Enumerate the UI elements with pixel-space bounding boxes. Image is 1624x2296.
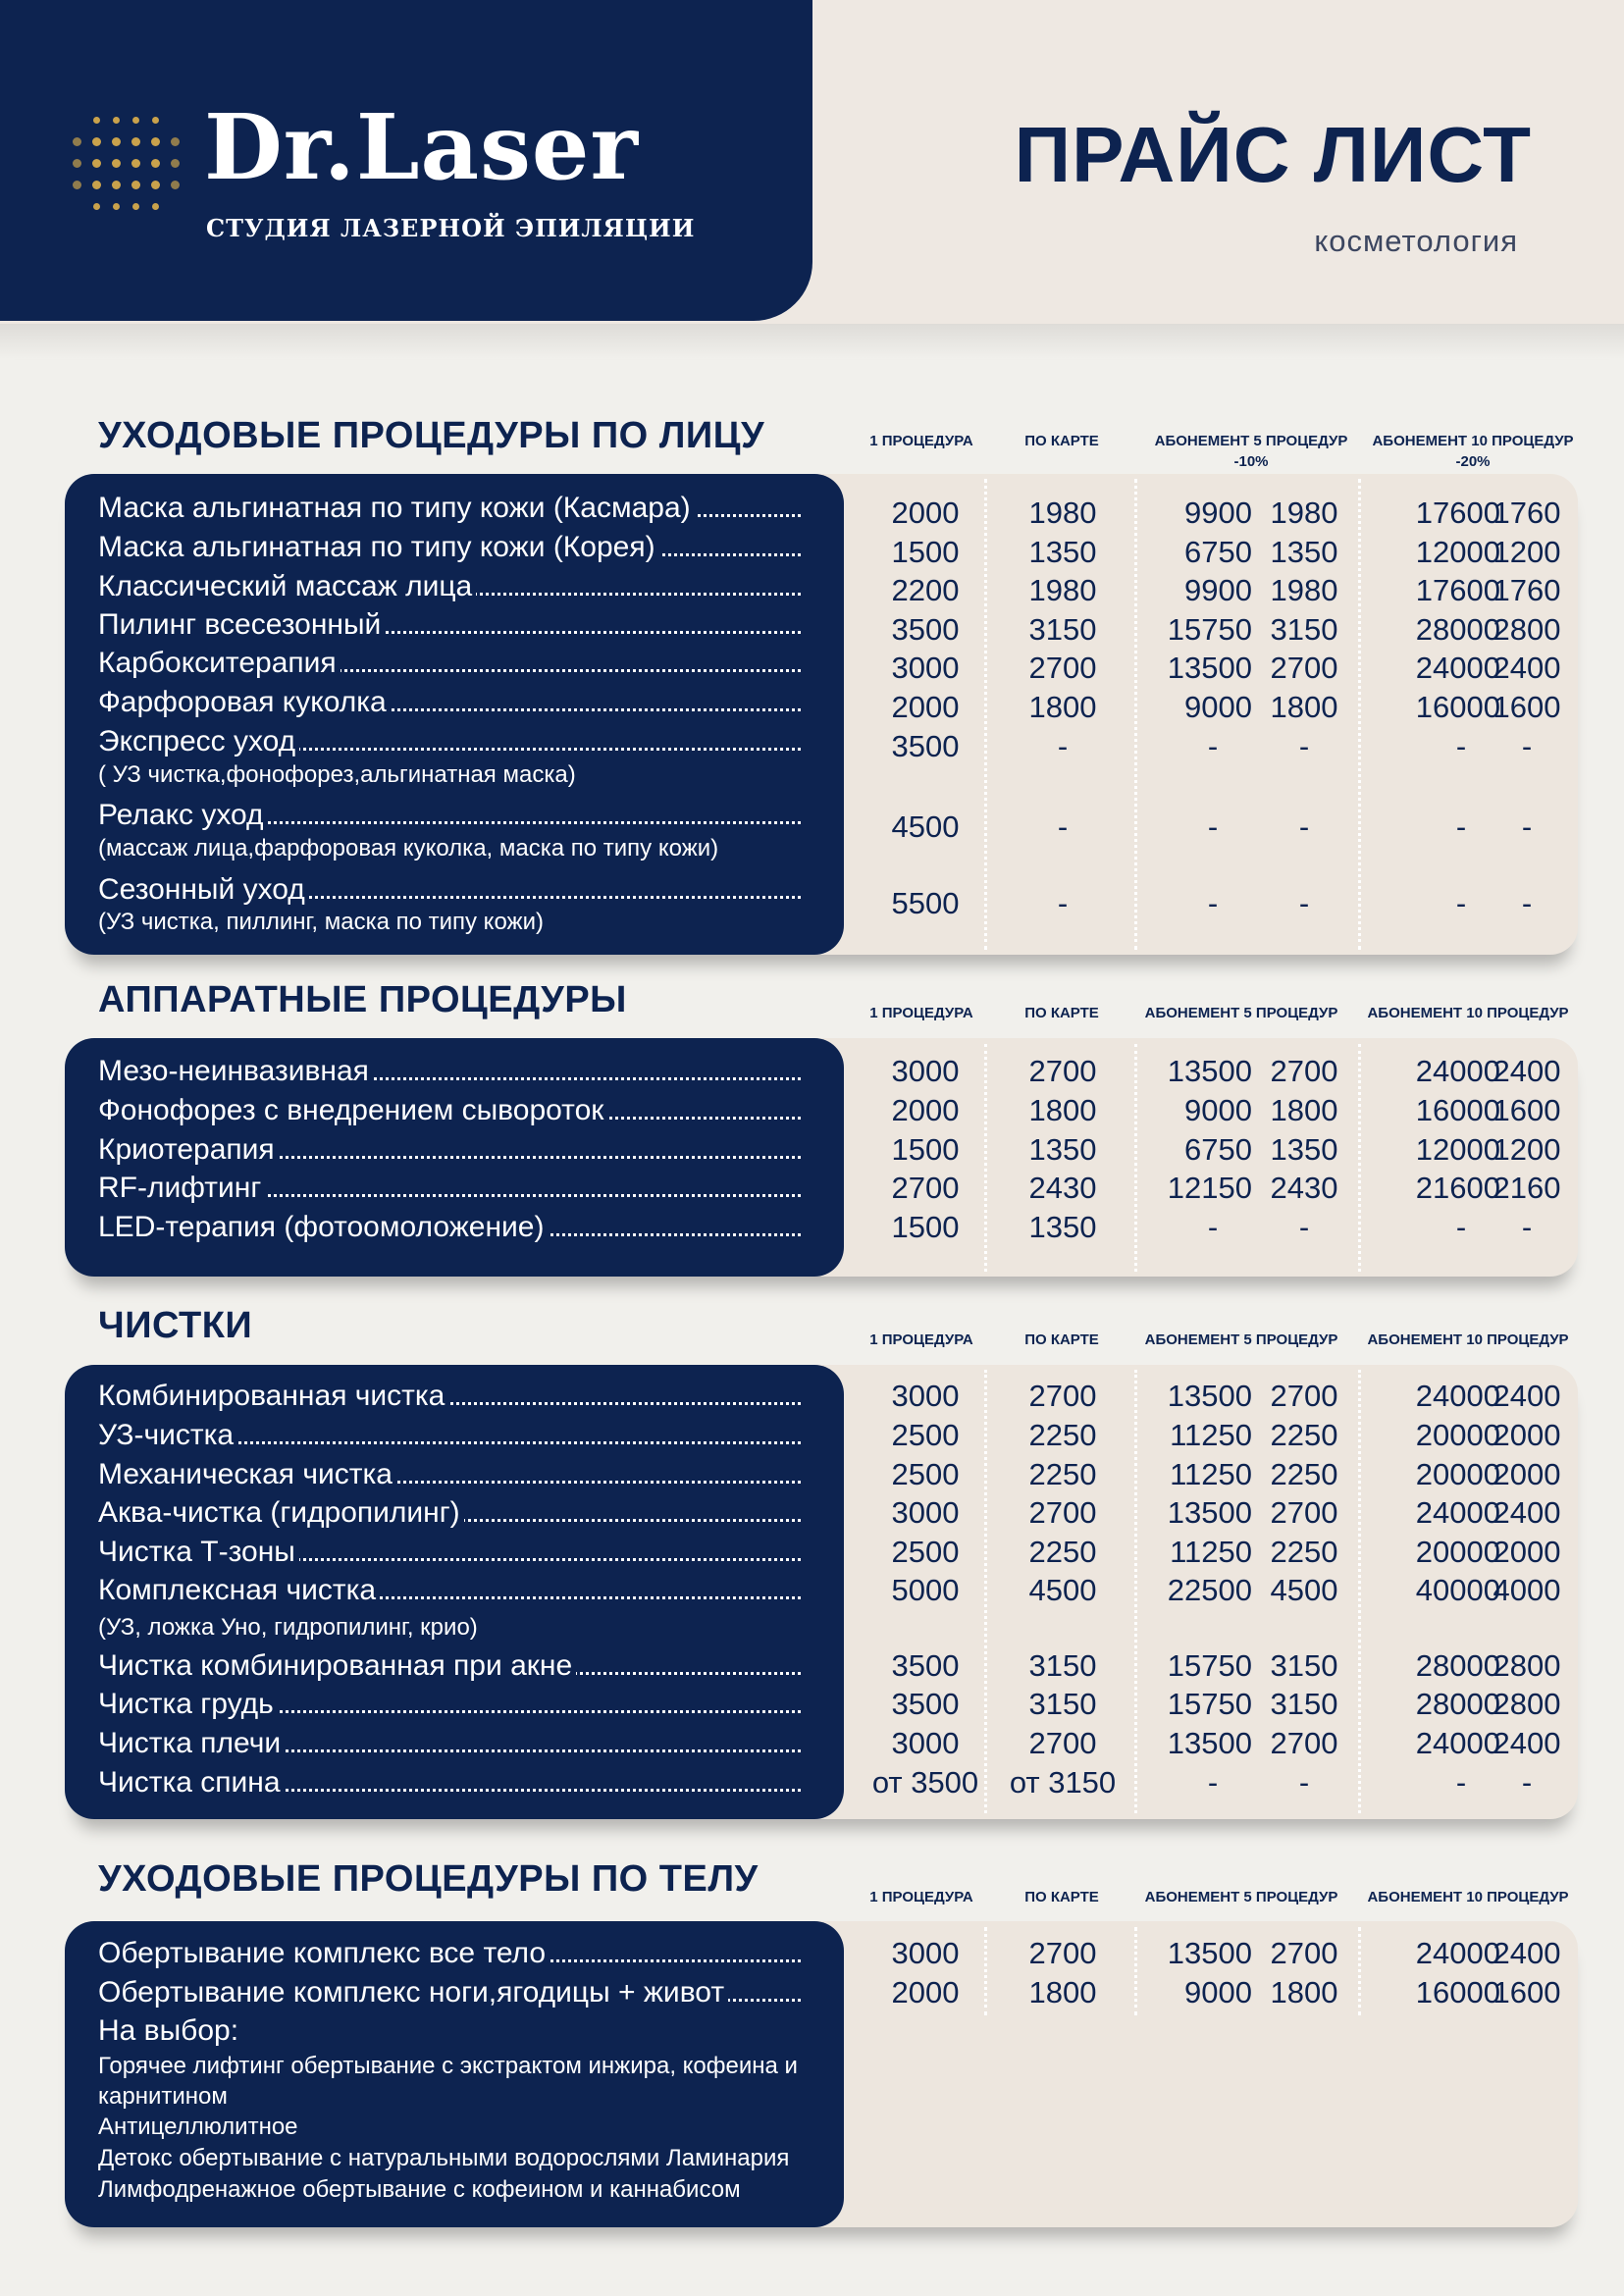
price-value: от 3150 (1009, 1765, 1117, 1800)
price-value: 1980 (1270, 496, 1338, 530)
logo-dot (73, 159, 81, 168)
logo-dot (93, 203, 100, 210)
logo-dot (93, 117, 100, 124)
price-value: 2700 (1270, 1379, 1338, 1413)
col-head-card: ПО КАРТЕ (1024, 1331, 1099, 1348)
price-row-label: Обертывание комплекс ноги,ягодицы + живот (98, 1976, 728, 2009)
price-row-note: (массаж лица,фарфоровая куколка, маска по типу кожи) (98, 835, 719, 861)
price-row-name (98, 1726, 801, 1761)
price-value: 24000 (1415, 1726, 1500, 1760)
price-row-label: RF-лифтинг (98, 1172, 265, 1204)
price-value: - (1057, 886, 1069, 920)
price-value: 1980 (1028, 496, 1097, 530)
logo-dot (73, 137, 81, 146)
price-value: 1500 (891, 1132, 960, 1167)
price-row-note: (УЗ чистка, пиллинг, маска по типу кожи) (98, 909, 544, 935)
price-row-label: Фонофорез с внедрением сывороток (98, 1094, 607, 1126)
price-value: 1600 (1493, 690, 1561, 724)
price-value: 3500 (891, 1687, 960, 1721)
col-head-single: 1 ПРОЦЕДУРА (869, 1005, 973, 1021)
logo-subtitle: СТУДИЯ ЛАЗЕРНОЙ ЭПИЛЯЦИИ (206, 214, 696, 242)
logo-dot (171, 159, 180, 168)
col-head-sub5-note: -10% (1233, 453, 1269, 470)
logo-dot (92, 137, 101, 146)
price-value: 3500 (891, 612, 960, 647)
price-row-label: Экспресс уход (98, 725, 299, 757)
price-row-name (98, 607, 801, 643)
price-value: - (1521, 886, 1533, 920)
price-row-name (98, 1573, 801, 1608)
logo-dot (113, 117, 120, 124)
choice-item: Горячее лифтинг обертывание с экстрактом инжира, кофеина и (98, 2053, 798, 2079)
price-row-name (98, 872, 801, 908)
price-row-label: Аква-чистка (гидропилинг) (98, 1496, 464, 1529)
price-value: - (1207, 809, 1219, 844)
price-value: 20000 (1415, 1418, 1500, 1452)
price-value: 2250 (1028, 1418, 1097, 1452)
price-value: 17600 (1415, 573, 1500, 607)
price-value: 2250 (1270, 1418, 1338, 1452)
price-value: 13500 (1167, 1495, 1252, 1530)
logo-dot (112, 181, 121, 189)
price-value: - (1455, 1765, 1467, 1800)
price-value: 1980 (1270, 573, 1338, 607)
price-row-label: Карбокситерапия (98, 647, 341, 679)
price-row-name (98, 1171, 801, 1206)
price-value: 11250 (1170, 1535, 1252, 1569)
price-value: 13500 (1167, 1379, 1252, 1413)
price-row-label: Пилинг всесезонный (98, 608, 385, 641)
price-value: 13500 (1167, 1936, 1252, 1970)
price-row-label: LED-терапия (фотоомоложение) (98, 1211, 548, 1243)
price-row-name (98, 1648, 801, 1684)
section-title-cleansing: ЧИСТКИ (98, 1305, 253, 1346)
price-value: 2700 (891, 1171, 960, 1205)
price-value: 1350 (1028, 1132, 1097, 1167)
logo-dot (171, 181, 180, 189)
price-value: - (1207, 886, 1219, 920)
price-value: 2430 (1028, 1171, 1097, 1205)
price-value: 5000 (891, 1573, 960, 1607)
price-value: 20000 (1415, 1457, 1500, 1491)
logo-dot (131, 181, 140, 189)
price-value: 2700 (1270, 1936, 1338, 1970)
logo-dot (151, 159, 160, 168)
page-title: ПРАЙС ЛИСТ (1014, 111, 1532, 198)
price-value: 9000 (1184, 1093, 1252, 1127)
price-row-name (98, 646, 801, 681)
price-value: 3500 (891, 1648, 960, 1683)
page-subtitle: косметология (1314, 224, 1518, 258)
choice-item: Лимфодренажное обертывание с кофеином и каннабисом (98, 2176, 741, 2203)
price-value: 1500 (891, 1210, 960, 1244)
price-value: 40000 (1415, 1573, 1500, 1607)
price-value: 1200 (1493, 535, 1561, 569)
price-value: 28000 (1415, 1648, 1500, 1683)
price-value: 1350 (1028, 535, 1097, 569)
price-row-name (98, 685, 801, 720)
price-value: 24000 (1415, 1936, 1500, 1970)
price-row-name (98, 1132, 801, 1168)
logo-name: Dr.Laser (204, 94, 639, 200)
col-head-card: ПО КАРТЕ (1024, 1005, 1099, 1021)
price-row-label: Обертывание комплекс все тело (98, 1937, 550, 1969)
price-value: 1350 (1270, 535, 1338, 569)
price-value: 9900 (1184, 573, 1252, 607)
col-head-sub5: АБОНЕМЕНТ 5 ПРОЦЕДУР (1144, 1889, 1338, 1905)
price-value: 20000 (1415, 1535, 1500, 1569)
price-value: 2700 (1270, 1726, 1338, 1760)
price-value: - (1521, 1765, 1533, 1800)
logo-dot (151, 137, 160, 146)
logo-dot (73, 181, 81, 189)
choice-label: На выбор: (98, 2013, 801, 2049)
col-head-sub10: АБОНЕМЕНТ 10 ПРОЦЕДУР (1367, 1331, 1569, 1348)
price-value: - (1057, 809, 1069, 844)
price-value: 2250 (1270, 1457, 1338, 1491)
price-value: 2700 (1028, 1936, 1097, 1970)
price-value: - (1521, 1210, 1533, 1244)
price-value: 2000 (891, 690, 960, 724)
price-value: 15750 (1167, 1687, 1252, 1721)
price-value: 9000 (1184, 1975, 1252, 2009)
price-value: 2200 (891, 573, 960, 607)
logo-dot (131, 159, 140, 168)
price-value: 2400 (1493, 1379, 1561, 1413)
price-row-label: Классический массаж лица (98, 570, 476, 602)
price-value: 24000 (1415, 1379, 1500, 1413)
price-value: 2700 (1028, 1054, 1097, 1088)
price-value: 11250 (1170, 1457, 1252, 1491)
price-value: - (1298, 729, 1310, 763)
price-value: 2700 (1028, 1379, 1097, 1413)
price-value: 2000 (891, 496, 960, 530)
price-row-name (98, 1093, 801, 1128)
price-value: 12150 (1167, 1171, 1252, 1205)
price-value: 3150 (1270, 1648, 1338, 1683)
price-value: 2430 (1270, 1171, 1338, 1205)
price-value: 2000 (1493, 1418, 1561, 1452)
price-row-name (98, 1975, 801, 2010)
price-row-label: Чистка плечи (98, 1727, 285, 1759)
price-row-label: Чистка спина (98, 1766, 285, 1799)
price-value: 1800 (1270, 1975, 1338, 2009)
logo-dots-icon (73, 116, 190, 234)
price-value: 2250 (1028, 1457, 1097, 1491)
price-row-name (98, 1687, 801, 1722)
price-row-name (98, 1535, 801, 1570)
price-row-name (98, 1054, 801, 1089)
price-value: 3000 (891, 1054, 960, 1088)
price-value: 2160 (1493, 1171, 1561, 1205)
price-row-name (98, 569, 801, 604)
price-value: 1980 (1028, 573, 1097, 607)
price-value: 2000 (1493, 1535, 1561, 1569)
col-head-sub10: АБОНЕМЕНТ 10 ПРОЦЕДУР (1367, 1005, 1569, 1021)
price-value: - (1521, 729, 1533, 763)
price-value: 3000 (891, 651, 960, 685)
price-value: 2000 (1493, 1457, 1561, 1491)
price-value: 2500 (891, 1418, 960, 1452)
price-value: 4000 (1493, 1573, 1561, 1607)
price-value: 2400 (1493, 651, 1561, 685)
logo-dot (132, 203, 139, 210)
price-value: 2400 (1493, 1936, 1561, 1970)
price-value: 3000 (891, 1936, 960, 1970)
price-value: 1800 (1270, 1093, 1338, 1127)
price-value: - (1298, 1765, 1310, 1800)
price-value: 28000 (1415, 612, 1500, 647)
price-value: 13500 (1167, 1726, 1252, 1760)
price-row-name (98, 1210, 801, 1245)
price-value: 1500 (891, 535, 960, 569)
price-value: 3150 (1270, 612, 1338, 647)
price-value: 1800 (1270, 690, 1338, 724)
logo-block (0, 0, 812, 321)
price-value: 1600 (1493, 1975, 1561, 2009)
price-value: 1350 (1028, 1210, 1097, 1244)
price-value: 3150 (1270, 1687, 1338, 1721)
price-value: 2800 (1493, 1648, 1561, 1683)
price-value: 16000 (1415, 1093, 1500, 1127)
price-row-name (98, 1379, 801, 1414)
price-value: 4500 (1028, 1573, 1097, 1607)
price-value: 2700 (1028, 1726, 1097, 1760)
price-row-label: Механическая чистка (98, 1458, 396, 1490)
price-row-name (98, 724, 801, 759)
price-value: 2250 (1028, 1535, 1097, 1569)
price-row-note: ( УЗ чистка,фонофорез,альгинатная маска) (98, 761, 576, 788)
price-value: 3000 (891, 1726, 960, 1760)
price-value: 3150 (1028, 1687, 1097, 1721)
price-value: 2700 (1028, 1495, 1097, 1530)
col-head-sub10: АБОНЕМЕНТ 10 ПРОЦЕДУР (1372, 433, 1574, 449)
price-row-name (98, 798, 801, 833)
price-row-name (98, 1936, 801, 1971)
price-value: 3000 (891, 1495, 960, 1530)
price-row-name (98, 1495, 801, 1531)
price-row-name (98, 1457, 801, 1492)
price-value: 13500 (1167, 1054, 1252, 1088)
price-row-label: Чистка комбинированная при акне (98, 1649, 576, 1682)
price-value: 2700 (1270, 1054, 1338, 1088)
price-value: - (1057, 729, 1069, 763)
price-value: 2500 (891, 1457, 960, 1491)
price-value: 3000 (891, 1379, 960, 1413)
price-value: - (1207, 1765, 1219, 1800)
price-value: 2400 (1493, 1054, 1561, 1088)
price-value: 2400 (1493, 1726, 1561, 1760)
col-head-card: ПО КАРТЕ (1024, 433, 1099, 449)
price-value: - (1207, 1210, 1219, 1244)
logo-dot (112, 137, 121, 146)
logo-dot (92, 181, 101, 189)
price-row-label: Фарфоровая куколка (98, 686, 391, 718)
price-value: 16000 (1415, 1975, 1500, 2009)
price-value: - (1455, 886, 1467, 920)
price-value: от 3500 (871, 1765, 979, 1800)
col-head-sub10: АБОНЕМЕНТ 10 ПРОЦЕДУР (1367, 1889, 1569, 1905)
logo-dot (112, 159, 121, 168)
logo-dot (113, 203, 120, 210)
price-value: - (1207, 729, 1219, 763)
logo-dot (171, 137, 180, 146)
price-value: 1600 (1493, 1093, 1561, 1127)
price-value: 2700 (1028, 651, 1097, 685)
price-value: 2800 (1493, 612, 1561, 647)
section-title-body-care: УХОДОВЫЕ ПРОЦЕДУРЫ ПО ТЕЛУ (98, 1858, 759, 1900)
price-row-label: Криотерапия (98, 1133, 279, 1166)
logo-dot (131, 137, 140, 146)
price-value: - (1455, 809, 1467, 844)
price-row-label: Релакс уход (98, 799, 268, 831)
choice-item: карнитином (98, 2083, 228, 2110)
price-value: 11250 (1170, 1418, 1252, 1452)
price-value: 9000 (1184, 690, 1252, 724)
price-value: 15750 (1167, 1648, 1252, 1683)
col-head-single: 1 ПРОЦЕДУРА (869, 433, 973, 449)
price-value: 22500 (1167, 1573, 1252, 1607)
col-head-single: 1 ПРОЦЕДУРА (869, 1331, 973, 1348)
price-value: 5500 (891, 886, 960, 920)
price-value: - (1298, 1210, 1310, 1244)
price-value: 1800 (1028, 1975, 1097, 2009)
price-value: 24000 (1415, 1495, 1500, 1530)
section-title-face-care: УХОДОВЫЕ ПРОЦЕДУРЫ ПО ЛИЦУ (98, 415, 765, 456)
choice-item: Детокс обертывание с натуральными водорослями Ламинария (98, 2145, 790, 2171)
price-row-label: Комбинированная чистка (98, 1380, 448, 1412)
price-row-name (98, 491, 801, 526)
price-value: 13500 (1167, 651, 1252, 685)
price-value: 1800 (1028, 690, 1097, 724)
logo-dot (151, 181, 160, 189)
price-value: 2000 (891, 1093, 960, 1127)
price-row-label: Маска альгинатная по типу кожи (Касмара) (98, 492, 695, 524)
price-value: 2400 (1493, 1495, 1561, 1530)
price-value: 4500 (891, 809, 960, 844)
section-title-hardware: АППАРАТНЫЕ ПРОЦЕДУРЫ (98, 979, 627, 1020)
col-head-sub5: АБОНЕМЕНТ 5 ПРОЦЕДУР (1154, 433, 1348, 449)
price-value: 4500 (1270, 1573, 1338, 1607)
price-row-label: Мезо-неинвазивная (98, 1055, 373, 1087)
col-head-sub10-note: -20% (1455, 453, 1491, 470)
price-row-label: Чистка Т-зоны (98, 1536, 299, 1568)
price-value: 3500 (891, 729, 960, 763)
col-head-sub5: АБОНЕМЕНТ 5 ПРОЦЕДУР (1144, 1331, 1338, 1348)
price-value: 2500 (891, 1535, 960, 1569)
price-value: 16000 (1415, 690, 1500, 724)
price-value: 6750 (1184, 1132, 1252, 1167)
price-row-name (98, 1765, 801, 1800)
price-value: 1760 (1493, 573, 1561, 607)
price-row-label: Сезонный уход (98, 873, 309, 906)
price-value: - (1298, 886, 1310, 920)
price-row-label: Чистка грудь (98, 1688, 278, 1720)
price-row-name (98, 530, 801, 565)
logo-dot (152, 117, 159, 124)
price-value: 17600 (1415, 496, 1500, 530)
price-value: 2000 (891, 1975, 960, 2009)
col-head-single: 1 ПРОЦЕДУРА (869, 1889, 973, 1905)
price-value: 1800 (1028, 1093, 1097, 1127)
price-value: 21600 (1415, 1171, 1500, 1205)
col-head-sub5: АБОНЕМЕНТ 5 ПРОЦЕДУР (1144, 1005, 1338, 1021)
complex-cleansing-note: (УЗ, ложка Уно, гидропилинг, крио) (98, 1614, 478, 1641)
price-value: 1350 (1270, 1132, 1338, 1167)
logo-dot (132, 117, 139, 124)
price-value: 12000 (1415, 535, 1500, 569)
price-value: 2700 (1270, 651, 1338, 685)
logo-dot (92, 159, 101, 168)
price-row-label: УЗ-чистка (98, 1419, 237, 1451)
col-head-card: ПО КАРТЕ (1024, 1889, 1099, 1905)
price-value: - (1455, 729, 1467, 763)
price-value: - (1455, 1210, 1467, 1244)
price-row-name (98, 1418, 801, 1453)
price-value: 1760 (1493, 496, 1561, 530)
price-value: 6750 (1184, 535, 1252, 569)
price-value: - (1298, 809, 1310, 844)
price-value: 2800 (1493, 1687, 1561, 1721)
price-value: 2700 (1270, 1495, 1338, 1530)
price-value: 3150 (1028, 612, 1097, 647)
price-value: 9900 (1184, 496, 1252, 530)
price-value: 28000 (1415, 1687, 1500, 1721)
price-value: 24000 (1415, 651, 1500, 685)
price-row-label: Маска альгинатная по типу кожи (Корея) (98, 531, 659, 563)
price-row-label: Комплексная чистка (98, 1574, 380, 1606)
price-value: - (1521, 809, 1533, 844)
price-value: 1200 (1493, 1132, 1561, 1167)
logo-dot (152, 203, 159, 210)
price-value: 3150 (1028, 1648, 1097, 1683)
price-value: 15750 (1167, 612, 1252, 647)
price-value: 2250 (1270, 1535, 1338, 1569)
choice-item: Антицеллюлитное (98, 2113, 298, 2140)
price-value: 12000 (1415, 1132, 1500, 1167)
price-value: 24000 (1415, 1054, 1500, 1088)
header-shadow (0, 324, 1624, 359)
